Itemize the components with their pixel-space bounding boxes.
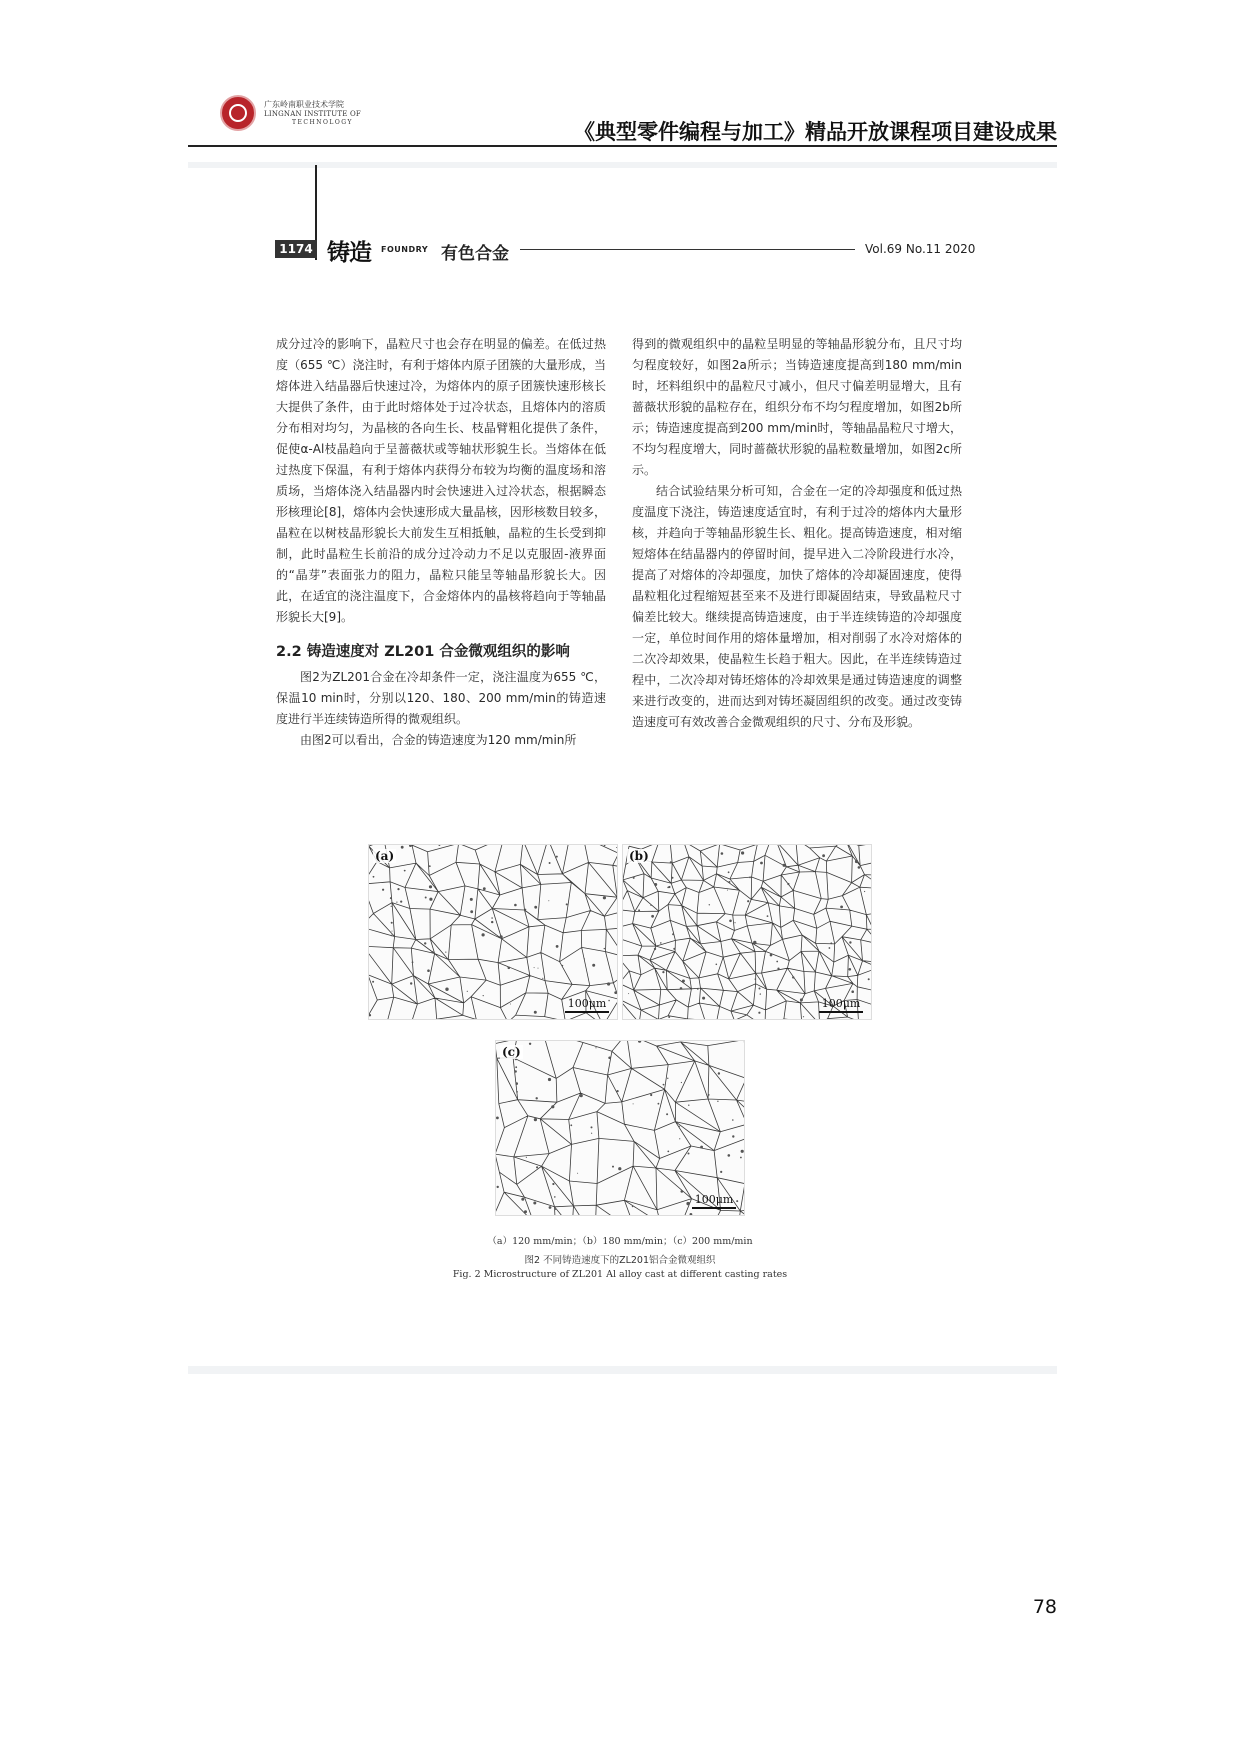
precipitate-dot [526,1157,527,1158]
precipitate-dot [679,1126,680,1127]
precipitate-dot [720,1171,722,1173]
precipitate-dot [412,961,414,963]
scale-bar [692,1193,736,1209]
precipitate-dot [651,915,654,918]
school-name-cn: 广东岭南职业技术学院 [264,100,344,109]
precipitate-dot [667,1151,669,1153]
precipitate-dot [409,845,412,847]
precipitate-dot [855,860,858,863]
precipitate-dot [556,856,558,858]
precipitate-dot [445,988,448,991]
precipitate-dot [536,1166,538,1168]
precipitate-dot [717,1101,718,1102]
precipitate-dot [851,990,854,993]
precipitate-dot [760,862,763,865]
precipitate-dot [424,942,426,944]
precipitate-dot [654,948,656,950]
scale-bar-label: 100μm [821,997,861,1010]
precipitate-dot [372,981,374,983]
precipitate-dot [392,931,393,932]
journal-header-rule [520,249,855,250]
precipitate-dot [595,1047,596,1048]
scale-bar [565,997,609,1013]
precipitate-dot [425,897,427,899]
precipitate-dot [470,898,473,901]
precipitate-dot [614,991,617,994]
precipitate-dot [864,891,865,892]
precipitate-dot [690,1213,693,1215]
precipitate-dot [549,1206,552,1209]
precipitate-dot [732,1119,734,1121]
precipitate-dot [542,978,543,979]
precipitate-dot [483,887,486,890]
precipitate-dot [767,915,769,917]
right-column [632,334,962,733]
precipitate-dot [429,865,431,867]
school-logo [220,95,362,135]
precipitate-dot [592,964,595,967]
precipitate-dot [617,1090,619,1092]
precipitate-dot [663,1084,665,1086]
right-paragraph-1: 得到的微观组织中的晶粒呈明显的等轴晶形貌分布，且尺寸均匀程度较好，如图2a所示；当铸造速度提高到180 mm/min时，坯料组织中的晶粒尺寸减小，但尺寸偏差明显增大，且有蔷薇状形貌的晶粒存在，组织分布不均匀程度增加，如图2b所示；铸造速度提高到200 mm/min时，等轴晶晶粒尺寸增大，不均匀程度增大，同时蔷薇状形貌的晶粒数量增加，如图2c所示。 [632,337,962,477]
precipitate-dot [533,1202,536,1205]
precipitate-dot [612,1166,614,1168]
precipitate-dot [702,997,705,1000]
grain-structure-image [369,845,617,1019]
precipitate-dot [604,845,606,846]
left-paragraph-3: 由图2可以看出，合金的铸造速度为120 mm/min所 [300,733,577,747]
precipitate-dot [548,1078,551,1081]
precipitate-dot [834,961,835,962]
precipitate-dot [577,1173,578,1174]
precipitate-dot [410,982,412,984]
precipitate-dot [686,1202,689,1205]
grain-structure-image [623,845,871,1019]
journal-logo: 铸造 [327,240,371,266]
precipitate-dot [770,954,773,957]
precipitate-dot [496,1117,499,1120]
precipitate-dot [491,917,493,919]
micrograph-b [622,844,872,1020]
precipitate-dot [758,1012,760,1014]
precipitate-dot [551,1105,554,1108]
precipitate-dot [728,881,730,883]
precipitate-dot [829,947,831,949]
precipitate-dot [431,951,433,953]
precipitate-dot [510,1004,511,1005]
precipitate-dot [390,897,392,899]
precipitate-dot [591,1133,592,1134]
precipitate-dot [556,945,559,948]
precipitate-dot [734,922,735,923]
precipitate-dot [638,909,640,911]
precipitate-dot [552,1183,554,1185]
precipitate-dot [741,851,744,854]
precipitate-dot [718,1072,720,1074]
precipitate-dot [584,958,585,959]
precipitate-dot [616,847,617,848]
precipitate-dot [749,877,751,879]
precipitate-dot [740,1157,742,1159]
grain-boundaries [369,845,617,1019]
precipitate-dot [391,906,392,907]
figure-caption-cn: 图2 不同铸造速度下的ZL201铝合金微观组织 [524,1255,716,1266]
precipitate-dot [672,933,674,935]
precipitate-dot [396,902,397,903]
precipitate-dot [591,1126,593,1128]
precipitate-dot [500,935,503,938]
panel-label: (c) [502,1045,521,1059]
precipitate-dot [721,852,724,855]
precipitate-dot [391,935,393,937]
precipitate-dot [400,901,402,903]
precipitate-dot [515,1066,517,1068]
figure-subcaption: （a）120 mm/min；（b）180 mm/min；（c）200 mm/min [487,1236,753,1247]
precipitate-dot [673,948,675,950]
precipitate-dot [783,864,786,867]
precipitate-dot [729,920,732,923]
precipitate-dot [709,904,710,905]
precipitate-dot [716,922,718,924]
precipitate-dot [681,1082,682,1083]
precipitate-dot [732,1135,734,1137]
precipitate-dot [382,889,384,891]
grain-boundaries [496,1041,744,1215]
precipitate-dot [554,1196,556,1198]
journal-page-number: 1174 [275,240,317,258]
scale-bar [819,997,863,1013]
precipitate-dot [525,909,527,911]
journal-foundry-label: FOUNDRY [381,245,429,254]
precipitate-dot [746,911,747,912]
precipitate-dot [515,1070,517,1072]
precipitate-dot [580,1094,583,1097]
precipitate-dot [858,866,861,869]
scale-bar-label: 100μm [567,997,607,1010]
precipitate-dot [427,969,430,972]
precipitate-dot [741,1150,744,1153]
left-paragraph-1: 成分过冷的影响下，晶粒尺寸也会存在明显的偏差。在低过热度（655 ℃）浇注时，有利于熔体内原子团簇的大量形成，当熔体进入结晶器后快速过冷，为熔体内的原子团簇快速形核长大提供了条件，由于此时熔体处于过冷状态，且熔体内的溶质分布相对均匀，为晶核的各向生长、枝晶臂粗化提供了条件，促使α-Al枝晶趋向于呈蔷薇状或等轴状形貌生长。当熔体在低过热度下保温，有利于熔体内获得分布较为均衡的温度场和溶质场，当熔体浇入结晶器内时会快速进入过冷状态，根据瞬态形核理论[8]，熔体内会快速形成大量晶核，因形核数目较多，晶粒在以树枝晶形貌长大前发生互相抵触，晶粒的生长受到抑制，此时晶粒生长前沿的成分过冷动力不足以克服固-液界面的“晶芽”表面张力的阻力，晶粒只能呈等轴晶形貌长大。因此，在适宜的浇注温度下，合金熔体内的晶核将趋向于等轴晶形貌长大[9]。 [276,337,606,624]
precipitate-dot [697,988,698,989]
precipitate-dot [654,883,657,886]
precipitate-dot [849,941,851,943]
precipitate-dot [508,967,511,970]
precipitate-dot [529,1043,531,1045]
precipitate-dot [534,1011,537,1014]
precipitate-dot [445,952,446,953]
precipitate-dot [776,961,778,963]
precipitate-dot [658,1103,660,1105]
precipitate-dot [868,978,870,980]
precipitate-dot [830,942,832,944]
precipitate-dot [391,922,393,924]
precipitate-dot [497,1186,499,1188]
precipitate-dot [660,942,662,944]
precipitate-dot [662,971,664,973]
grain-boundaries [623,845,871,1019]
precipitate-dot [467,991,468,992]
precipitate-dot [753,941,756,944]
precipitate-dot [638,1041,641,1043]
precipitate-dot [534,1118,537,1121]
figure-caption-en: Fig. 2 Microstructure of ZL201 Al alloy cast at different casting rates [452,1269,788,1280]
left-column [276,334,606,751]
precipitate-dot [397,888,399,890]
precipitate-dot [566,903,568,905]
precipitate-dot [401,846,404,849]
precipitate-dot [777,968,779,970]
left-paragraph-2: 图2为ZL201合金在冷却条件一定，浇注温度为655 ℃，保温10 min时，分别以120、180、200 mm/min的铸造速度进行半连续铸造所得的微观组织。 [276,670,606,726]
course-title: 《典型零件编程与加工》精品开放课程项目建设成果 [574,120,1057,144]
precipitate-dot [369,1014,371,1016]
precipitate-dot [700,1146,703,1149]
precipitate-dot [670,861,672,863]
precipitate-dot [728,1154,731,1157]
section-heading: 2.2 铸造速度对 ZL201 合金微观组织的影响 [276,644,570,660]
precipitate-dot [800,998,803,1001]
precipitate-dot [668,1016,670,1018]
precipitate-dot [373,876,375,878]
precipitate-dot [607,982,610,985]
precipitate-dot [562,965,563,966]
precipitate-dot [633,1103,634,1104]
precipitate-dot [840,906,843,909]
precipitate-dot [681,1190,684,1193]
precipitate-dot [759,988,761,990]
precipitate-dot [429,898,432,901]
precipitate-dot [491,921,493,923]
precipitate-dot [727,890,728,891]
precipitate-dot [650,1094,652,1096]
precipitate-dot [604,948,605,949]
precipitate-dot [822,854,825,857]
precipitate-dot [548,900,549,901]
precipitate-dot [515,1082,518,1085]
precipitate-dot [438,845,440,846]
precipitate-dot [787,883,789,885]
panel-label: (b) [629,849,649,863]
precipitate-dot [792,976,794,978]
precipitate-dot [603,896,606,899]
precipitate-dot [849,968,852,971]
header-rule [188,145,1057,147]
precipitate-dot [536,1097,538,1099]
micrograph-c [495,1040,745,1216]
precipitate-dot [650,904,652,906]
precipitate-dot [618,1167,621,1170]
school-seal-icon [220,95,256,131]
scan-top-edge [188,162,1057,168]
precipitate-dot [716,964,718,966]
precipitate-dot [608,1057,611,1060]
precipitate-dot [521,1198,524,1201]
precipitate-dot [747,900,749,902]
precipitate-dot [736,1200,738,1202]
precipitate-dot [803,1016,804,1017]
precipitate-dot [632,1206,633,1207]
precipitate-dot [667,1078,668,1079]
precipitate-dot [682,980,685,983]
precipitate-dot [554,1209,556,1211]
precipitate-dot [628,993,629,994]
precipitate-dot [688,1105,689,1106]
journal-section: 有色合金 [441,244,509,264]
scan-bottom-edge [188,1366,1057,1374]
precipitate-dot [688,1153,690,1155]
scale-bar-label: 100μm [694,1193,734,1206]
precipitate-dot [482,933,485,936]
precipitate-dot [666,1113,668,1115]
precipitate-dot [679,1138,680,1139]
precipitate-dot [672,877,674,879]
precipitate-dot [534,967,535,968]
precipitate-dot [760,993,761,994]
precipitate-dot [524,1210,527,1213]
grain-structure-image [496,1041,744,1215]
school-name-en-2: TECHNOLOGY [292,119,353,126]
precipitate-dot [708,1094,710,1096]
panel-label: (a) [375,849,395,863]
precipitate-dot [570,1124,572,1126]
micrograph-a [368,844,618,1020]
journal-header [275,238,976,266]
journal-volume: Vol.69 No.11 2020 [865,242,976,256]
precipitate-dot [514,904,517,907]
precipitate-dot [470,910,473,913]
right-paragraph-2: 结合试验结果分析可知，合金在一定的冷却强度和低过热度温度下浇注，铸造速度适宜时，有利于过冷的熔体内大量形核，并趋向于等轴晶形貌生长、粗化。提高铸造速度，相对缩短熔体在结晶器内的停留时间，提早进入二冷阶段进行水冷，提高了对熔体的冷却强度，加快了熔体的冷却凝固速度，使得晶粒粗化过程缩短甚至来不及进行即凝固结束，导致晶粒尺寸偏差比较大。继续提高铸造速度，由于半连续铸造的冷却强度一定，单位时间作用的熔体量增加，相对削弱了水冷对熔体的二次冷却效果，使晶粒生长趋于粗大。因此，在半连续铸造过程中，二次冷却对铸坯熔体的冷却效果是通过铸造速度的调整来进行改变的，进而达到对铸坯凝固组织的改变。通过改变铸造速度可有效改善合金微观组织的尺寸、分布及形貌。 [632,484,962,729]
precipitate-dot [728,871,730,873]
precipitate-dot [483,995,484,996]
precipitate-dot [680,987,683,990]
precipitate-dot [633,877,635,879]
precipitate-dot [534,906,537,909]
precipitate-dot [516,1091,518,1093]
precipitate-dot [404,870,406,872]
precipitate-dot [429,885,432,888]
precipitate-dot [549,862,551,864]
precipitate-dot [667,887,669,889]
precipitate-dot [538,968,539,969]
page-number: 78 [1032,1596,1057,1618]
school-name-en: LINGNAN INSTITUTE OF [264,110,361,118]
precipitate-dot [755,979,756,980]
